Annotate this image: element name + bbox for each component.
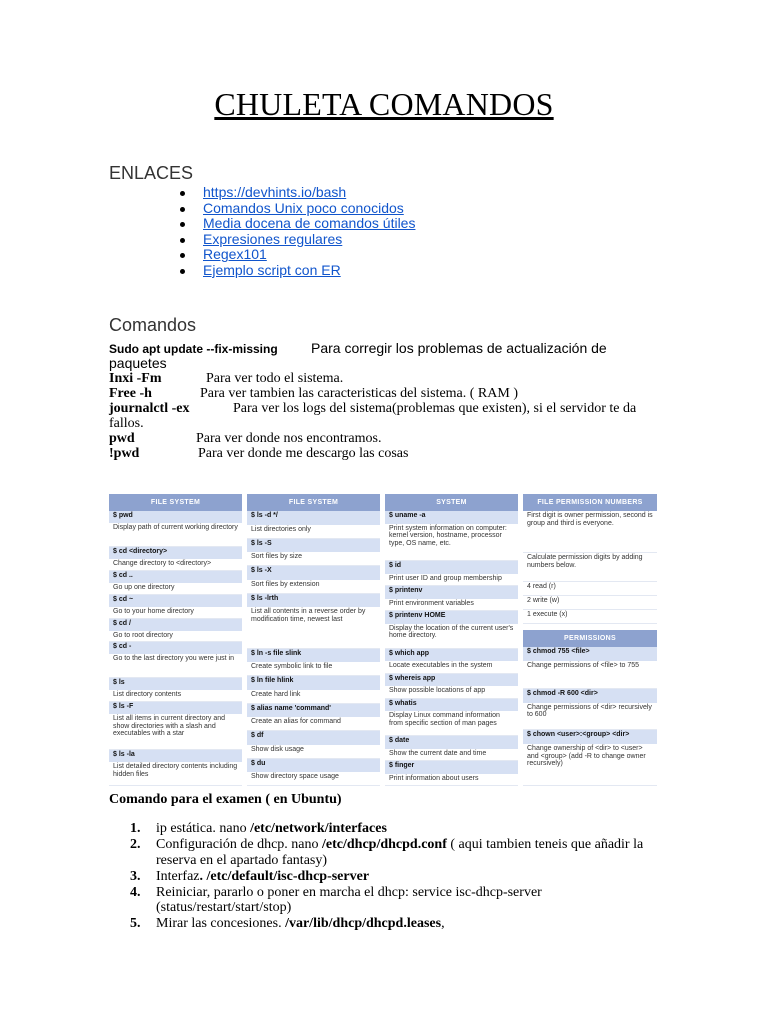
cheatsheet-description: Calculate permission digits by adding numbers below. [523,553,657,581]
cheatsheet-command: $ date [385,736,518,749]
cheatsheet-command: $ ln -s file slink [247,649,380,663]
cheatsheet-command: $ cd ~ [109,595,242,607]
cheatsheet-description: Go to root directory [109,631,242,643]
cheatsheet-description: Locate executables in the system [385,661,518,674]
cheatsheet-description: Go to your home directory [109,607,242,619]
cheatsheet-description: Go up one directory [109,583,242,595]
step-path: /var/lib/dhcp/dhcpd.leases [285,916,442,931]
link-devhints[interactable]: https://devhints.io/bash [203,184,347,200]
list-item [180,185,415,201]
cheatsheet-command: $ ls -lrth [247,594,380,608]
step-number: 5. [130,916,141,931]
list-item [180,201,415,217]
exam-steps-list [130,821,670,932]
command-line [109,401,636,416]
list-item [130,869,670,885]
cheatsheet-description: Show directory space usage [247,772,380,786]
exam-heading: Comando para el examen ( en Ubuntu) [109,792,342,807]
command-description-cont: paquetes [109,355,167,371]
step-text: Configuración de dhcp. nano [156,837,323,852]
cheatsheet-description: Print system information on computer: kernel version, hostname, processor type, OS name, etc. [385,524,518,562]
cheatsheet-command: $ ls -X [247,566,380,580]
list-item [130,821,670,837]
cheatsheet-description: List directories only [247,525,380,539]
link-regex101[interactable]: Regex101 [203,246,267,263]
cheatsheet-description: Create an alias for command [247,717,380,731]
cheatsheet-command: $ printenv [385,586,518,599]
cheatsheet-command: $ ls -la [109,750,242,762]
cheatsheet-description: Create symbolic link to file [247,662,380,676]
step-number: 2. [130,837,141,852]
cheatsheet-description: Display Linux command information from specific section of man pages [385,711,518,736]
command-line [109,446,408,461]
command-description: Para ver todo el sistema. [206,371,344,386]
step-tail: , [441,916,445,931]
command-name: Sudo apt update --fix-missing [109,342,278,356]
cheatsheet-description: Print user ID and group membership [385,574,518,587]
list-item [130,916,670,932]
cheatsheet-command: $ ls [109,678,242,690]
command-description: Para ver donde nos encontramos. [196,431,382,446]
step-text: Mirar las concesiones. [156,916,286,931]
cheatsheet-column-header: SYSTEM [385,494,518,511]
cheatsheet-column-header: FILE PERMISSION NUMBERS [523,494,657,511]
cheatsheet-command: $ ls -d */ [247,511,380,525]
command-name: pwd [109,431,135,446]
step-text: Reiniciar, pararlo o poner en marcha el dhcp: service isc-dhcp-server (status/restart/start/stop) [156,884,542,915]
cheatsheet-column-header: PERMISSIONS [523,630,657,647]
link-comandos-unix[interactable]: Comandos Unix poco conocidos [203,199,404,216]
command-line [109,341,607,357]
command-description: Para ver tambien las caracteristicas del sistema. ( RAM ) [200,386,518,401]
command-line [109,386,518,401]
command-name: !pwd [109,446,140,461]
cheatsheet-description: Show the current date and time [385,749,518,762]
cheatsheet-description: First digit is owner permission, second is group and third is everyone. [523,511,657,553]
linux-cheatsheet-image [107,494,658,791]
cheatsheet-command: $ cd / [109,619,242,631]
cheatsheet-column-system [385,494,518,786]
cheatsheet-command: $ finger [385,761,518,774]
cheatsheet-description: List detailed directory contents including hidden files [109,762,242,786]
list-item [180,247,415,263]
cheatsheet-command: $ cd .. [109,571,242,583]
cheatsheet-command: $ which app [385,649,518,662]
cheatsheet-command: $ df [247,731,380,745]
cheatsheet-command: $ pwd [109,511,242,523]
cheatsheet-description: Show disk usage [247,745,380,759]
link-ejemplo-script[interactable]: Ejemplo script con ER [203,261,341,278]
cheatsheet-command: $ alias name 'command' [247,704,380,718]
cheatsheet-command: $ chmod 755 <file> [523,647,657,661]
command-line [109,431,381,446]
cheatsheet-command: $ cd - [109,642,242,654]
cheatsheet-command: $ chmod -R 600 <dir> [523,689,657,703]
list-item [130,885,670,916]
list-item [180,232,415,248]
links-list [180,185,415,279]
cheatsheet-description: Show possible locations of app [385,686,518,699]
cheatsheet-description: Change permissions of <dir> recursively to 600 [523,703,657,731]
step-number: 1. [130,821,141,836]
link-expresiones-regulares[interactable]: Expresiones regulares [203,230,343,247]
cheatsheet-command: $ ln file hlink [247,676,380,690]
cheatsheet-description: 1 execute (x) [523,610,657,624]
command-name: Free -h [109,386,152,401]
cheatsheet-command: $ whatis [385,699,518,712]
cheatsheet-column-header: FILE SYSTEM [109,494,242,511]
cheatsheet-description: List all items in current directory and show directories with a slash and executables with a star [109,714,242,750]
cheatsheet-column-file-system-2 [247,494,380,786]
cheatsheet-description: Change ownership of <dir> to <user> and <group> (add -R to change owner recursively) [523,744,657,786]
cheatsheet-description: Sort files by extension [247,580,380,594]
step-text: Interfaz [156,868,200,884]
step-text: ip estática. nano [156,821,251,836]
cheatsheet-column-file-system [109,494,242,786]
step-path: . /etc/default/isc-dhcp-server [199,868,370,884]
link-media-docena[interactable]: Media docena de comandos útiles [203,215,416,232]
cheatsheet-command: $ ls -S [247,539,380,553]
commands-heading: Comandos [109,315,197,335]
cheatsheet-description: Go to the last directory you were just in [109,654,242,678]
command-description: Para ver donde me descargo las cosas [198,446,409,461]
cheatsheet-command: $ printenv HOME [385,611,518,624]
cheatsheet-description: 4 read (r) [523,582,657,596]
cheatsheet-column-header: FILE SYSTEM [247,494,380,511]
list-item [180,216,415,232]
cheatsheet-command: $ cd <directory> [109,547,242,559]
cheatsheet-command: $ du [247,759,380,773]
cheatsheet-description: Change permissions of <file> to 755 [523,661,657,689]
cheatsheet-description: Display path of current working directory [109,523,242,547]
step-path: /etc/dhcp/dhcpd.conf [322,837,447,852]
cheatsheet-command: $ id [385,561,518,574]
cheatsheet-description: Print environment variables [385,599,518,612]
cheatsheet-description: 2 write (w) [523,596,657,610]
cheatsheet-command: $ whereis app [385,674,518,687]
cheatsheet-command: $ chown <user>:<group> <dir> [523,730,657,744]
command-line [109,371,343,386]
list-item [180,263,415,279]
step-path: /etc/network/interfaces [250,821,387,836]
step-tail: ( aqui tambien teneis que añadir la reserva en el apartado fantasy) [156,837,644,868]
cheatsheet-description: Print information about users [385,774,518,787]
cheatsheet-description: List all contents in a reverse order by modification time, newest last [247,607,380,648]
cheatsheet-description: Change directory to <directory> [109,559,242,571]
list-item [130,837,670,868]
cheatsheet-command: $ ls -F [109,702,242,714]
command-name: journalctl -ex [109,401,190,416]
command-description: Para ver los logs del sistema(problemas que existen), si el servidor te da [233,401,637,416]
page-title: CHULETA COMANDOS [214,86,554,122]
cheatsheet-description: Sort files by size [247,552,380,566]
cheatsheet-command: $ uname -a [385,511,518,524]
cheatsheet-description: List directory contents [109,690,242,702]
command-name: Inxi -Fm [109,371,162,386]
cheatsheet-description: Display the location of the current user's home directory. [385,624,518,649]
step-number: 4. [130,884,141,900]
command-description: Para corregir los problemas de actualización de [311,340,607,356]
cheatsheet-column-permissions [523,630,657,786]
cheatsheet-description: Create hard link [247,690,380,704]
links-heading: ENLACES [109,163,194,183]
cheatsheet-column-permission-numbers [523,494,657,624]
step-number: 3. [130,868,141,884]
command-description-cont: fallos. [109,416,144,431]
